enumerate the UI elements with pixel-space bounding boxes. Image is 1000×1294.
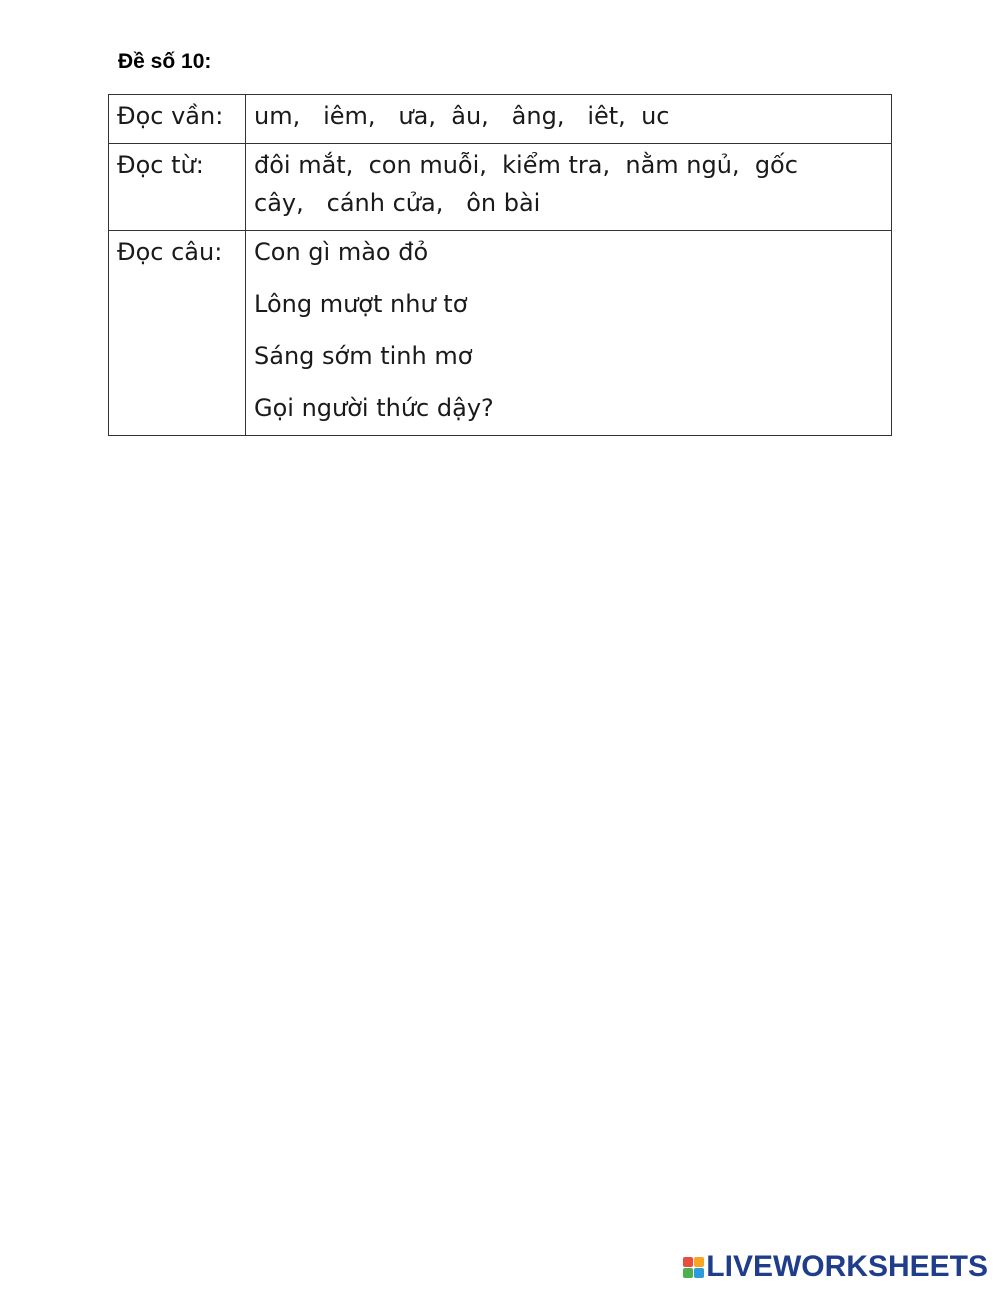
row-label: Đọc câu:	[109, 231, 246, 436]
row-content: um, iêm, ưa, âu, âng, iêt, uc	[246, 95, 892, 144]
sentence-line: Gọi người thức dậy?	[254, 394, 494, 422]
row-content	[246, 231, 892, 436]
sentence-line: Lông mượt như tơ	[254, 290, 468, 318]
logo-text: LIVEWORKSHEETS	[706, 1250, 988, 1283]
page-title: Đề số 10:	[118, 50, 212, 73]
logo-mark-icon	[683, 1257, 704, 1278]
reading-table	[108, 94, 892, 436]
row-label: Đọc từ:	[109, 144, 246, 231]
table-row	[109, 95, 892, 144]
table-row	[109, 144, 892, 231]
table-row	[109, 231, 892, 436]
sentence-line: Sáng sớm tinh mơ	[254, 342, 473, 370]
logo-square	[694, 1268, 704, 1278]
row-content: đôi mắt, con muỗi, kiểm tra, nằm ngủ, gốc cây, cánh cửa, ôn bài	[246, 144, 892, 231]
liveworksheets-logo	[683, 1250, 988, 1284]
logo-square	[694, 1257, 704, 1267]
sentence-line: Con gì mào đỏ	[254, 238, 429, 266]
row-label: Đọc vần:	[109, 95, 246, 144]
logo-square	[683, 1268, 693, 1278]
logo-square	[683, 1257, 693, 1267]
